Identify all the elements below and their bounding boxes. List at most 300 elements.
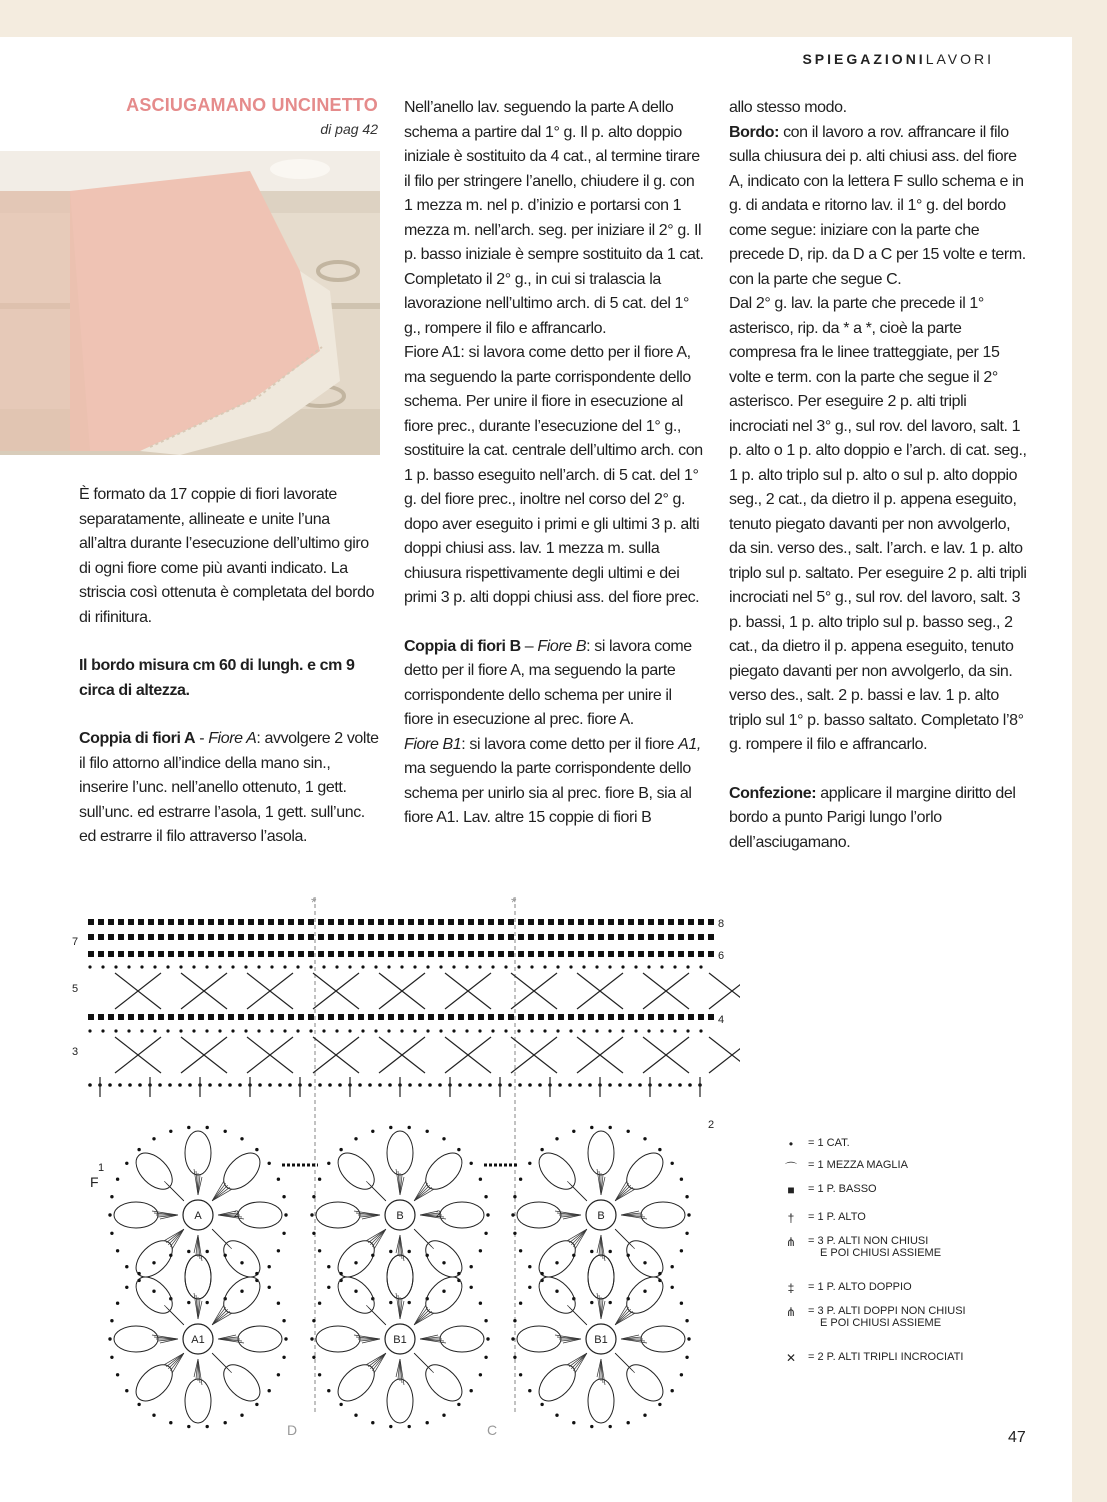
basso-stitch: [678, 951, 684, 957]
basso-stitch: [158, 934, 164, 940]
basso-stitch: [348, 951, 354, 957]
basso-stitch: [498, 934, 504, 940]
basso-stitch: [268, 934, 274, 940]
legend-symbol: ⋔: [785, 1235, 797, 1249]
basso-stitch: [328, 1014, 334, 1020]
chain-stitch: [442, 1414, 445, 1417]
basso-stitch: [218, 951, 224, 957]
chain-stitch: [484, 1319, 487, 1322]
basso-stitch: [398, 1014, 404, 1020]
chain-stitch: [638, 1083, 642, 1087]
basso-stitch: [188, 934, 194, 940]
basso-stitch: [338, 919, 344, 925]
basso-stitch: [438, 1014, 444, 1020]
chain-stitch: [543, 1029, 546, 1032]
basso-stitch: [588, 951, 594, 957]
petal-cluster: [114, 1326, 158, 1352]
basso-stitch: [348, 919, 354, 925]
asterisk-mark: *: [511, 894, 517, 910]
basso-stitch: [598, 919, 604, 925]
fiore-b1-paragraph: Fiore B1: si lavora come detto per il fiore A1, ma seguendo la parte corrispondente dello schema per unirlo sia al prec. fiore B, sia al fiore A1. Lav. altre 15 coppie di fiori B: [404, 735, 701, 826]
chain-stitch: [558, 1083, 562, 1087]
chain-stitch: [328, 1083, 332, 1087]
chain-stitch: [518, 1083, 522, 1087]
basso-stitch: [188, 919, 194, 925]
basso-stitch: [308, 1014, 314, 1020]
chain-stitch: [668, 1083, 672, 1087]
basso-stitch: [98, 919, 104, 925]
petal-cluster: [588, 1131, 614, 1175]
chain-stitch: [400, 965, 403, 968]
chain-stitch: [312, 1195, 315, 1198]
chain-stitch: [338, 1083, 342, 1087]
basso-stitch: [88, 951, 94, 957]
chain-stitch: [137, 1403, 140, 1406]
chain-stitch: [528, 1083, 532, 1087]
basso-stitch: [88, 919, 94, 925]
petal-cluster: [316, 1202, 360, 1228]
chain-stitch: [354, 1290, 357, 1293]
chain-stitch: [670, 1286, 673, 1289]
chain-stitch: [153, 1029, 156, 1032]
small-number: 2: [436, 1209, 442, 1219]
chain-stitch: [327, 1265, 330, 1268]
chain-stitch: [318, 1302, 321, 1305]
basso-stitch: [368, 934, 374, 940]
legend-symbol: †: [787, 1211, 795, 1225]
legend-symbol: ⌒: [784, 1161, 797, 1175]
basso-stitch: [418, 934, 424, 940]
chain-stitch: [108, 1213, 111, 1216]
chain-stitch: [187, 1126, 190, 1129]
chain-stitch: [318, 1249, 321, 1252]
petal-cluster: [316, 1326, 360, 1352]
basso-stitch: [268, 951, 274, 957]
fiore-a1-paragraph: Fiore A1: si lavora come detto per il fiore A, ma seguendo la parte corrispondente dello schema. Per unire il fiore in esecuzione al fiore prec., durante l’esecuzione del 1° g., sostituire la cat. centrale dell’ultimo arch. con 1 p. basso eseguito nell’arch. di 5 cat. del 1° g. del fiore prec., inoltre nel corso del 2° g. dopo aver eseguito i primi e gli ultimi 3 p. alti doppi chiusi ass. lav. 1 mezza m. sulla chiusura rispettivamente degli ultimi e dei primi 3 p. alti doppi chiusi ass. del fiore prec.: [404, 344, 703, 606]
flower-label: B1: [594, 1334, 608, 1346]
chain-stitch: [140, 965, 143, 968]
basso-stitch: [668, 1014, 674, 1020]
chain-stitch: [685, 1195, 688, 1198]
basso-stitch: [458, 934, 464, 940]
treble-stitch: [615, 1353, 635, 1373]
measure-paragraph: Il bordo misura cm 60 di lungh. e cm 9 circa di altezza.: [79, 657, 355, 699]
chain-stitch: [374, 1029, 377, 1032]
chain-stitch: [569, 1029, 572, 1032]
chain-stitch: [187, 1250, 190, 1253]
chain-stitch: [137, 1272, 140, 1275]
chain-stitch: [228, 1083, 232, 1087]
basso-stitch: [278, 934, 284, 940]
chain-stitch: [685, 1232, 688, 1235]
petal-cluster: [517, 1326, 561, 1352]
basso-stitch: [278, 1014, 284, 1020]
basso-stitch: [228, 1014, 234, 1020]
basso-stitch: [618, 934, 624, 940]
chain-stitch: [590, 1425, 593, 1428]
basso-stitch: [478, 919, 484, 925]
basso-stitch: [558, 919, 564, 925]
basso-stitch: [388, 919, 394, 925]
chain-stitch: [400, 1029, 403, 1032]
chain-stitch: [318, 1373, 321, 1376]
chain-stitch: [312, 1232, 315, 1235]
basso-stitch: [488, 1014, 494, 1020]
treble-stitch: [212, 1353, 232, 1373]
basso-stitch: [388, 1014, 394, 1020]
basso-stitch: [608, 919, 614, 925]
basso-stitch: [368, 1014, 374, 1020]
basso-stitch: [298, 1014, 304, 1020]
chain-stitch: [407, 1425, 410, 1428]
chain-stitch: [282, 1232, 285, 1235]
basso-stitch: [208, 934, 214, 940]
basso-stitch: [358, 951, 364, 957]
basso-stitch: [488, 951, 494, 957]
chain-stitch: [479, 1178, 482, 1181]
treble-stitch: [374, 1189, 386, 1201]
chain-stitch: [267, 1162, 270, 1165]
chain-stitch: [511, 1337, 514, 1340]
basso-stitch: [418, 919, 424, 925]
chain-stitch: [673, 965, 676, 968]
chain-stitch: [387, 1029, 390, 1032]
basso-stitch: [498, 1014, 504, 1020]
chain-stitch: [205, 1029, 208, 1032]
article-page-ref: di pag 42: [320, 121, 378, 137]
row-number: 3: [72, 1046, 79, 1058]
petal-cluster: [185, 1131, 211, 1175]
chain-stitch: [426, 965, 429, 968]
chain-stitch: [540, 1272, 543, 1275]
chain-stitch: [452, 1029, 455, 1032]
chain-stitch: [468, 1083, 472, 1087]
chain-stitch: [680, 1302, 683, 1305]
chain-stitch: [327, 1286, 330, 1289]
column-3: [729, 96, 1029, 855]
chain-stitch: [101, 1029, 104, 1032]
treble-stitch: [172, 1313, 184, 1325]
small-number: 2: [234, 1209, 240, 1219]
legend-symbol: •: [788, 1137, 794, 1151]
chain-stitch: [513, 1356, 516, 1359]
basso-stitch: [228, 951, 234, 957]
legend-label: = 1 P. ALTO: [808, 1211, 866, 1223]
treble-stitch: [212, 1229, 232, 1249]
chain-stitch: [519, 1373, 522, 1376]
chain-stitch: [608, 1029, 611, 1032]
chain-stitch: [339, 1403, 342, 1406]
chain-stitch: [308, 1083, 312, 1087]
basso-stitch: [248, 1014, 254, 1020]
basso-stitch: [288, 1014, 294, 1020]
basso-stitch: [568, 1014, 574, 1020]
basso-stitch: [228, 934, 234, 940]
chain-stitch: [354, 1137, 357, 1140]
chain-stitch: [582, 1029, 585, 1032]
basso-stitch: [88, 934, 94, 940]
basso-stitch: [168, 919, 174, 925]
chain-stitch: [407, 1126, 410, 1129]
basso-stitch: [538, 934, 544, 940]
basso-stitch: [508, 951, 514, 957]
basso-stitch: [408, 934, 414, 940]
chain-stitch: [608, 1250, 611, 1253]
treble-stitch: [575, 1313, 587, 1325]
crochet-diagram: [60, 855, 740, 1445]
chain-stitch: [543, 965, 546, 968]
basso-stitch: [288, 951, 294, 957]
chain-stitch: [389, 1250, 392, 1253]
chain-stitch: [312, 1356, 315, 1359]
chain-stitch: [335, 1029, 338, 1032]
basso-stitch: [208, 951, 214, 957]
chain-stitch: [686, 965, 689, 968]
basso-stitch: [388, 934, 394, 940]
chain-stitch: [108, 1337, 111, 1340]
basso-stitch: [468, 1014, 474, 1020]
coppia-a-paragraph: Coppia di fiori A - Fiore A: avvolgere 2 volte il filo attorno all’indice della mano sin., inserire l’unc. nell’anello ottenuto, 1 gett. sull’unc. ed estrarre l’asola, 1 gett. sull’unc. ed estrarre il filo attraverso l’asola.: [79, 730, 379, 845]
row-number: 1: [98, 1162, 105, 1174]
chain-stitch: [110, 1195, 113, 1198]
chain-stitch: [504, 965, 507, 968]
chain-stitch: [469, 1389, 472, 1392]
treble-stitch: [575, 1189, 587, 1201]
chain-stitch: [283, 965, 286, 968]
basso-stitch: [558, 934, 564, 940]
chain-stitch: [140, 1029, 143, 1032]
basso-stitch: [668, 951, 674, 957]
chain-stitch: [378, 1083, 382, 1087]
basso-stitch: [248, 951, 254, 957]
basso-stitch: [298, 934, 304, 940]
chain-stitch: [88, 1029, 91, 1032]
chain-stitch: [110, 1356, 113, 1359]
chain-stitch: [595, 965, 598, 968]
basso-stitch: [648, 934, 654, 940]
basso-stitch: [88, 1014, 94, 1020]
chain-stitch: [231, 1029, 234, 1032]
chain-stitch: [608, 1083, 612, 1087]
basso-stitch: [468, 919, 474, 925]
chain-stitch: [255, 1148, 258, 1151]
basso-stitch: [678, 919, 684, 925]
chain-stitch: [192, 965, 195, 968]
chain-stitch: [469, 1286, 472, 1289]
chain-stitch: [88, 1083, 92, 1087]
chain-stitch: [413, 1029, 416, 1032]
basso-stitch: [658, 934, 664, 940]
chain-stitch: [484, 1356, 487, 1359]
chain-stitch: [152, 1261, 155, 1264]
basso-stitch: [588, 919, 594, 925]
chain-stitch: [418, 1083, 422, 1087]
crossed-treble: [709, 973, 740, 1009]
chain-stitch: [187, 1425, 190, 1428]
basso-stitch: [338, 951, 344, 957]
chain-stitch: [685, 1319, 688, 1322]
petal-cluster: [238, 1326, 282, 1352]
chain-stitch: [116, 1302, 119, 1305]
basso-stitch: [348, 934, 354, 940]
chain-stitch: [555, 1414, 558, 1417]
chain-stitch: [568, 1083, 572, 1087]
chain-stitch: [288, 1083, 292, 1087]
chain-stitch: [257, 1029, 260, 1032]
basso-stitch: [158, 1014, 164, 1020]
chain-stitch: [530, 965, 533, 968]
chain-stitch: [643, 1137, 646, 1140]
basso-stitch: [578, 919, 584, 925]
basso-stitch: [108, 934, 114, 940]
basso-stitch: [198, 951, 204, 957]
chain-stitch: [371, 1421, 374, 1424]
chain-stitch: [389, 1301, 392, 1304]
basso-stitch: [478, 1014, 484, 1020]
basso-stitch: [618, 951, 624, 957]
basso-stitch: [518, 919, 524, 925]
basso-stitch: [598, 934, 604, 940]
chain-stitch: [670, 1265, 673, 1268]
basso-stitch: [638, 919, 644, 925]
chain-stitch: [670, 1162, 673, 1165]
basso-stitch: [578, 1014, 584, 1020]
flower-label: B1: [393, 1334, 407, 1346]
petal-cluster: [387, 1379, 413, 1423]
chain-stitch: [555, 1261, 558, 1264]
chain-stitch: [608, 965, 611, 968]
chain-stitch: [621, 965, 624, 968]
basso-stitch: [378, 919, 384, 925]
chain-stitch: [205, 965, 208, 968]
chain-stitch: [125, 1389, 128, 1392]
chain-stitch: [469, 1162, 472, 1165]
basso-stitch: [308, 951, 314, 957]
chain-stitch: [192, 1029, 195, 1032]
crossed-treble: [709, 973, 740, 1009]
treble-stitch: [615, 1229, 635, 1249]
chain-stitch: [168, 1083, 172, 1087]
basso-stitch: [638, 1014, 644, 1020]
basso-stitch: [118, 1014, 124, 1020]
chain-stitch: [205, 1126, 208, 1129]
chain-stitch: [425, 1254, 428, 1257]
basso-stitch: [228, 919, 234, 925]
basso-stitch: [308, 934, 314, 940]
chain-stitch: [268, 1083, 272, 1087]
chain-stitch: [660, 965, 663, 968]
basso-stitch: [328, 934, 334, 940]
section-header: SPIEGAZIONILAVORI: [802, 51, 994, 67]
chain-stitch: [658, 1272, 661, 1275]
basso-stitch: [278, 951, 284, 957]
chain-stitch: [179, 965, 182, 968]
chain-stitch: [504, 1029, 507, 1032]
chain-stitch: [680, 1373, 683, 1376]
chain-stitch: [179, 1029, 182, 1032]
chain-stitch: [110, 1319, 113, 1322]
basso-stitch: [128, 934, 134, 940]
chain-stitch: [278, 1083, 282, 1087]
basso-stitch: [458, 919, 464, 925]
chain-stitch: [223, 1254, 226, 1257]
basso-stitch: [558, 1014, 564, 1020]
chain-stitch: [687, 1337, 690, 1340]
basso-stitch: [368, 919, 374, 925]
chain-stitch: [322, 965, 325, 968]
basso-stitch: [328, 951, 334, 957]
chain-stitch: [511, 1213, 514, 1216]
chain-stitch: [628, 1083, 632, 1087]
repeat-end-label: C: [487, 1422, 498, 1438]
chain-stitch: [327, 1389, 330, 1392]
column-1: [79, 483, 379, 850]
chain-stitch: [608, 1301, 611, 1304]
basso-stitch: [398, 951, 404, 957]
chain-stitch: [457, 1272, 460, 1275]
basso-stitch: [108, 1014, 114, 1020]
petal-cluster: [440, 1326, 484, 1352]
basso-stitch: [318, 1014, 324, 1020]
chain-stitch: [621, 1029, 624, 1032]
basso-stitch: [688, 1014, 694, 1020]
chain-stitch: [118, 1083, 122, 1087]
basso-stitch: [578, 951, 584, 957]
chain-stitch: [258, 1083, 262, 1087]
basso-stitch: [598, 1014, 604, 1020]
flower-label: A1: [191, 1334, 205, 1346]
chain-stitch: [240, 1137, 243, 1140]
basso-stitch: [288, 934, 294, 940]
chain-stitch: [244, 965, 247, 968]
basso-stitch: [438, 951, 444, 957]
chain-stitch: [465, 1029, 468, 1032]
basso-stitch: [98, 951, 104, 957]
page-number: 47: [1008, 1429, 1026, 1446]
legend-label: = 1 CAT.: [808, 1137, 850, 1149]
basso-stitch: [638, 951, 644, 957]
basso-stitch: [168, 934, 174, 940]
basso-stitch: [458, 951, 464, 957]
basso-stitch: [478, 934, 484, 940]
basso-stitch: [458, 1014, 464, 1020]
chain-stitch: [348, 1029, 351, 1032]
chain-stitch: [670, 1389, 673, 1392]
basso-stitch: [208, 919, 214, 925]
basso-stitch: [138, 951, 144, 957]
basso-stitch: [468, 934, 474, 940]
basso-stitch: [318, 951, 324, 957]
basso-stitch: [588, 1014, 594, 1020]
chain-stitch: [590, 1250, 593, 1253]
chain-stitch: [572, 1130, 575, 1133]
intro-paragraph: È formato da 17 coppie di fiori lavorate separatamente, allineate e unite l’una all’altra durante l’esecuzione dell’ultimo giro di ogni fiore come più avanti indicato. La striscia così ottenuta è completata del bordo di rifinitura.: [79, 486, 375, 626]
continuation-line: allo stesso modo.: [729, 99, 847, 116]
repeat-start-label: D: [287, 1422, 298, 1438]
bordo-rows-paragraph: Dal 2° g. lav. la parte che precede il 1° asterisco, rip. da * a *, cioè la parte compresa fra le linee tratteggiate, per 15 volte e term. con la parte che segue il 2° asterisco. Per eseguire 2 p. alti tripli incrociati nel 3° g., sul rov. del lavoro, salt. 1 p. alto o 1 p. alto doppio e l’arch. di cat. seg., 1 p. alto triplo sul p. alto o sul p. alto doppio seg., 2 cat., da dietro il p. appena eseguito, tenuto piegato davanti per non avvolgerlo, da sin. verso des., salt. l’arch. e lav. 1 p. alto triplo sul p. saltato. Per eseguire 2 p. alti tripli incrociati nel 5° g., sul rov. del lavoro, salt. 3 p. bassi, 1 p. alto triplo sul p. basso seg., 2 cat., da dietro il p. appena eseguito, tenuto piegato davanti per non avvolgerlo, da sin. verso des., salt. 2 p. bassi e lav. 1 p. alto triplo sul 1° p. basso saltato. Completato l’8° g. rompere il filo e affrancarlo.: [729, 295, 1027, 753]
chain-stitch: [110, 1232, 113, 1235]
basso-stitch: [368, 951, 374, 957]
legend-label: = 1 P. BASSO: [808, 1183, 877, 1195]
chain-stitch: [169, 1130, 172, 1133]
basso-stitch: [488, 919, 494, 925]
chain-stitch: [296, 1029, 299, 1032]
basso-stitch: [468, 951, 474, 957]
chain-stitch: [309, 1029, 312, 1032]
chain-stitch: [354, 1261, 357, 1264]
chain-stitch: [626, 1130, 629, 1133]
basso-stitch: [618, 1014, 624, 1020]
